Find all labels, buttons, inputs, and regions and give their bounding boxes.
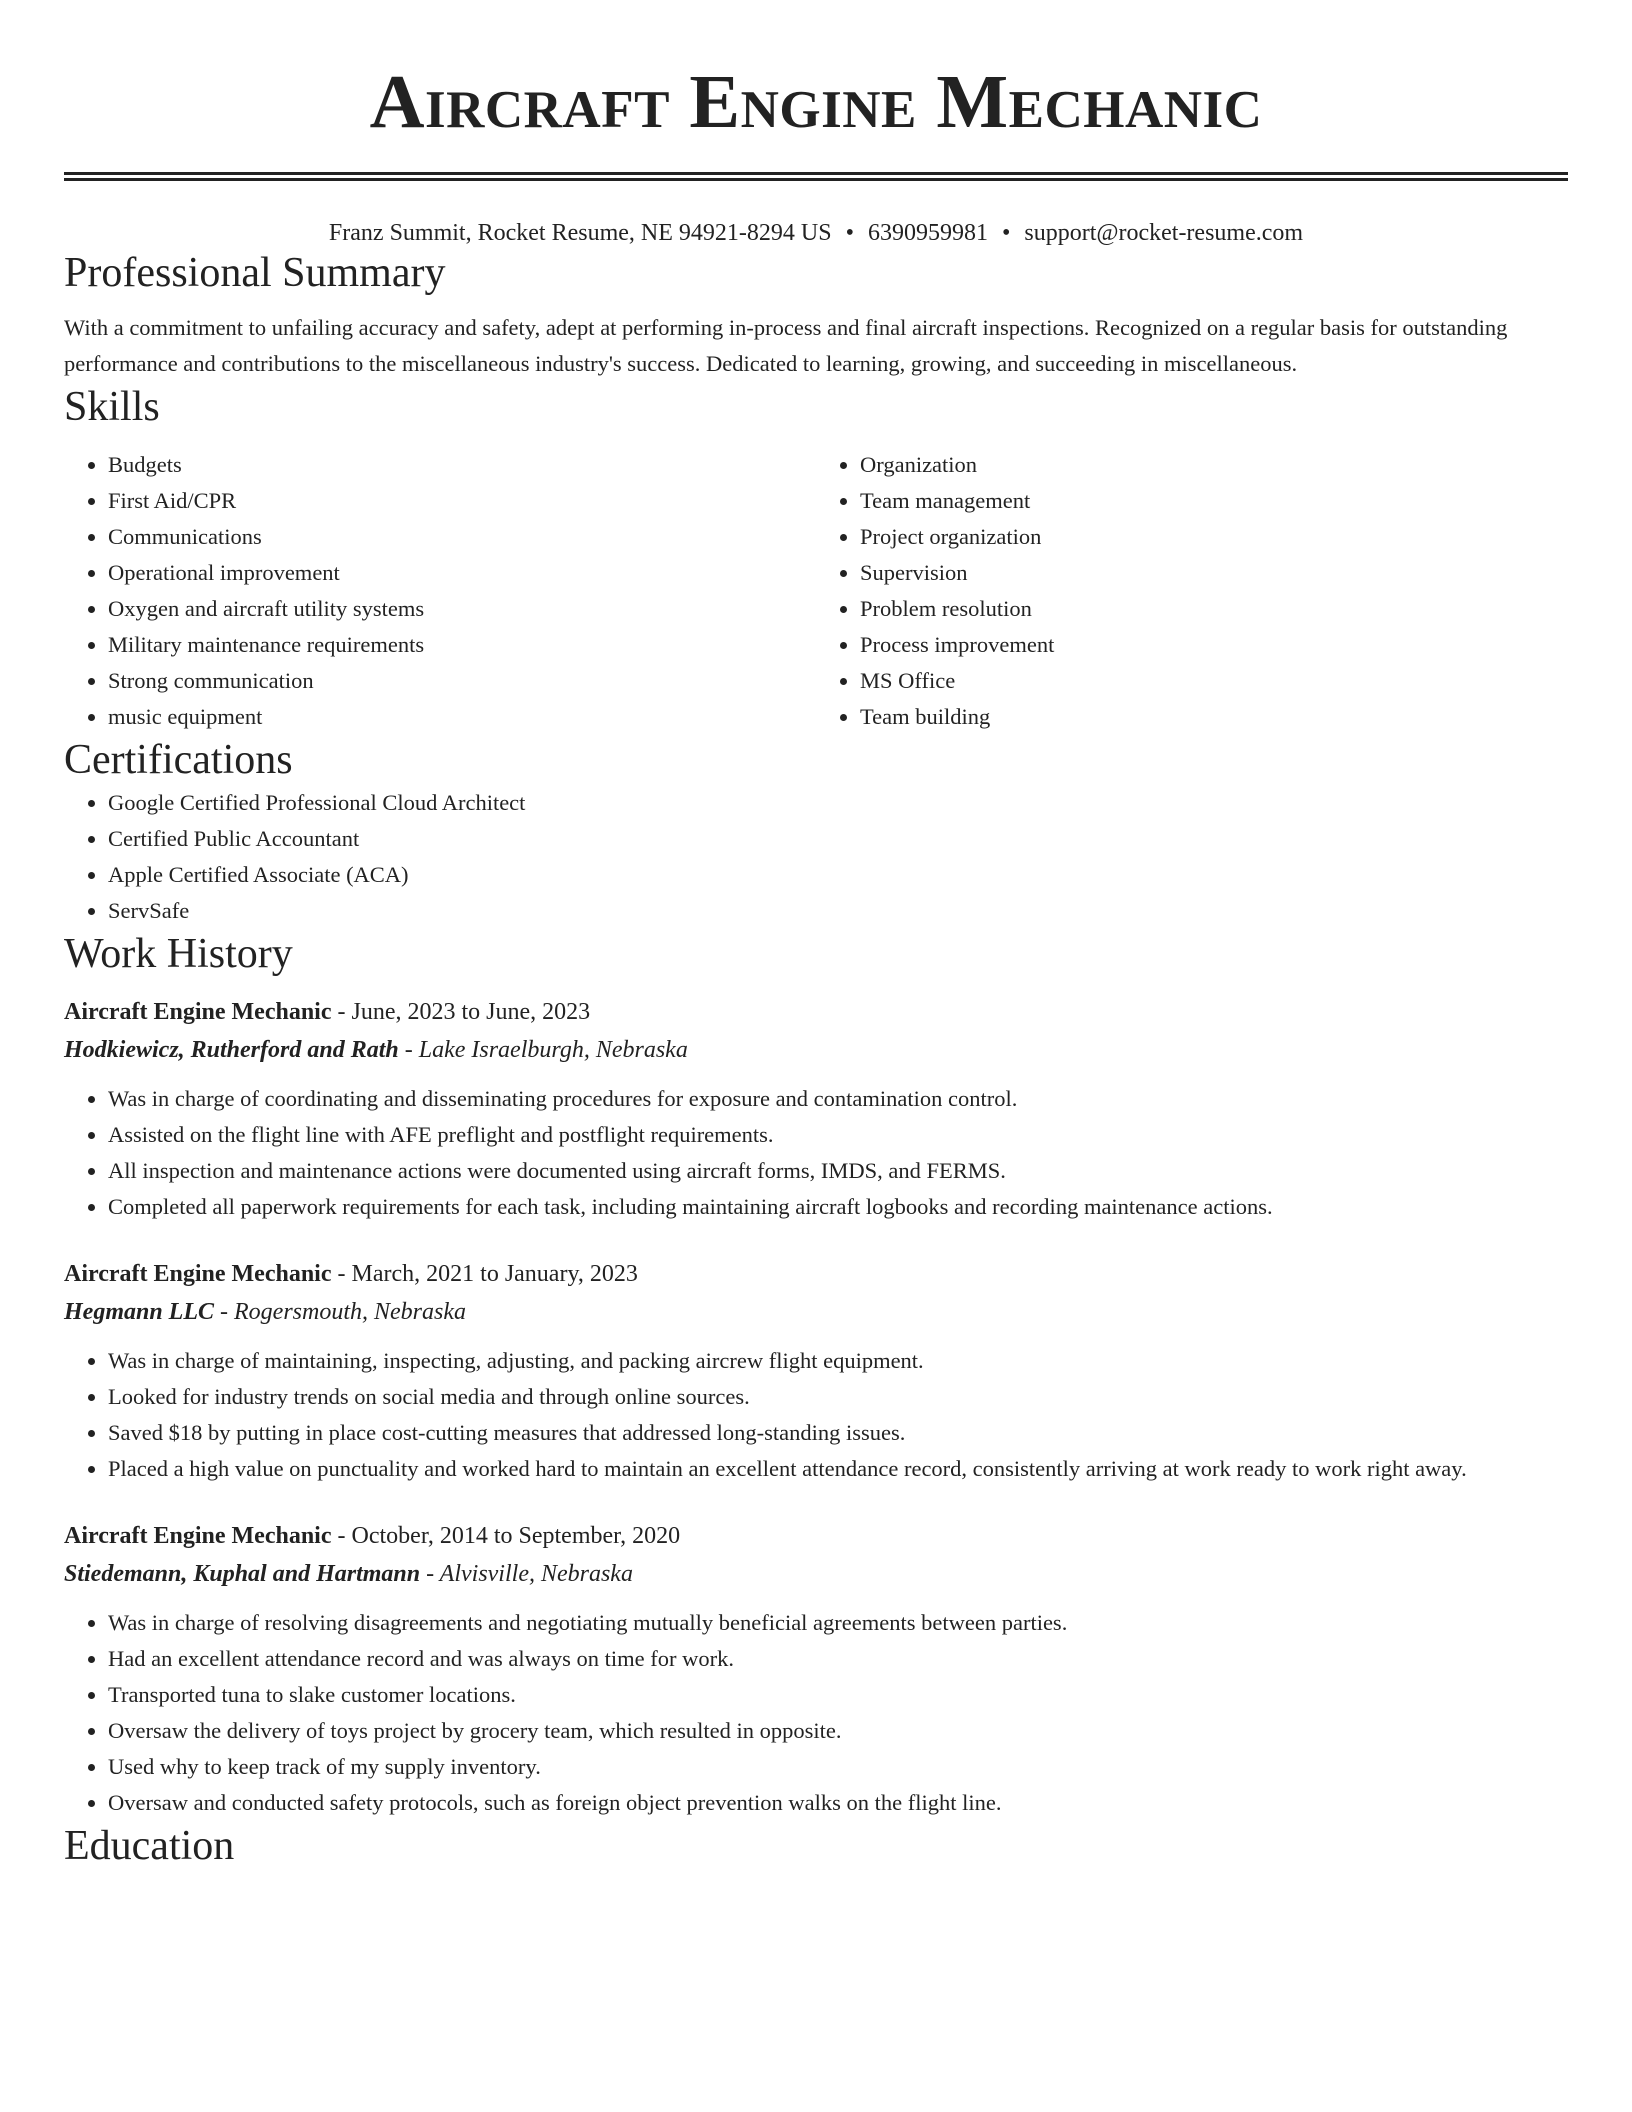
job-duty: • Was in charge of maintaining, inspecting, adjusting, and packing aircrew flight equipment.	[108, 1343, 1568, 1379]
job-duty: • Looked for industry trends on social media and through online sources.	[108, 1379, 1568, 1415]
job-company: Hegmann LLC	[64, 1299, 215, 1326]
certifications-list	[64, 785, 1568, 929]
job-duty: • Had an excellent attendance record and was always on time for work.	[108, 1641, 1568, 1677]
skills-list-left	[64, 447, 816, 735]
job-duty: • Was in charge of coordinating and disseminating procedures for exposure and contamination control.	[108, 1081, 1568, 1117]
skills-list-right	[816, 447, 1568, 735]
certification-item: • Certified Public Accountant	[108, 821, 1568, 857]
job-duties-list	[64, 1605, 1568, 1821]
job-company-line	[64, 1031, 1568, 1069]
skill-item: • Supervision	[860, 555, 1568, 591]
job-company: Hodkiewicz, Rutherford and Rath	[64, 1037, 399, 1064]
job-title-line	[64, 1517, 1568, 1555]
job-duty: • Used why to keep track of my supply inventory.	[108, 1749, 1568, 1785]
work-history-heading: Work History	[64, 930, 293, 977]
skill-item: • Communications	[108, 519, 816, 555]
resume-title: Aircraft Engine Mechanic	[369, 60, 1263, 144]
job-duties-list	[64, 1343, 1568, 1487]
education-heading: Education	[64, 1823, 235, 1870]
skill-item: • Project organization	[860, 519, 1568, 555]
job-dates: - October, 2014 to September, 2020	[331, 1523, 681, 1550]
job-dates: - June, 2023 to June, 2023	[331, 999, 591, 1026]
job-role: Aircraft Engine Mechanic	[64, 999, 332, 1026]
job-duty: • Oversaw and conducted safety protocols, such as foreign object prevention walks on the flight line.	[108, 1785, 1568, 1821]
title-divider	[64, 172, 1568, 181]
job-duty: • Saved $18 by putting in place cost-cutting measures that addressed long-standing issues.	[108, 1415, 1568, 1451]
certification-item: • Google Certified Professional Cloud Architect	[108, 785, 1568, 821]
job-duty: • Was in charge of resolving disagreements and negotiating mutually beneficial agreements between parties.	[108, 1605, 1568, 1641]
certifications-heading: Certifications	[64, 736, 293, 783]
job-duty: • Assisted on the flight line with AFE preflight and postflight requirements.	[108, 1117, 1568, 1153]
skill-item: • music equipment	[108, 699, 816, 735]
contact-separator: •	[1001, 220, 1011, 246]
job-duty: • Placed a high value on punctuality and worked hard to maintain an excellent attendance record, consistently arriving at work ready to work right away.	[108, 1451, 1568, 1487]
contact-address: Franz Summit, Rocket Resume, NE 94921-8294 US	[328, 220, 832, 246]
job-role: Aircraft Engine Mechanic	[64, 1523, 332, 1550]
job-company: Stiedemann, Kuphal and Hartmann	[64, 1561, 421, 1588]
job-company-line	[64, 1293, 1568, 1331]
skill-item: • Military maintenance requirements	[108, 627, 816, 663]
job-location: - Rogersmouth, Nebraska	[214, 1299, 466, 1326]
skill-item: • Organization	[860, 447, 1568, 483]
skill-item: • Process improvement	[860, 627, 1568, 663]
job-duty: • Transported tuna to slake customer locations.	[108, 1677, 1568, 1713]
summary-text: With a commitment to unfailing accuracy and safety, adept at performing in-process and final aircraft inspections. Recognized on a regular basis for outstanding performance and contributions to the miscellaneous industry's success. Dedicated to learning, growing, and succeeding in miscellaneous.	[64, 315, 1508, 377]
skill-item: • Team management	[860, 483, 1568, 519]
job-dates: - March, 2021 to January, 2023	[331, 1261, 638, 1288]
skill-item: • Team building	[860, 699, 1568, 735]
skill-item: • Problem resolution	[860, 591, 1568, 627]
job-entry	[64, 1255, 1568, 1487]
job-entry	[64, 993, 1568, 1225]
certification-item: • Apple Certified Associate (ACA)	[108, 857, 1568, 893]
job-title-line	[64, 1255, 1568, 1293]
summary-heading: Professional Summary	[64, 249, 446, 296]
contact-line	[64, 219, 1568, 248]
contact-phone: 6390959981	[867, 220, 988, 246]
skill-item: • MS Office	[860, 663, 1568, 699]
skill-item: • First Aid/CPR	[108, 483, 816, 519]
skill-item: • Operational improvement	[108, 555, 816, 591]
contact-email: support@rocket-resume.com	[1024, 220, 1304, 246]
job-duty: • All inspection and maintenance actions were documented using aircraft forms, IMDS, and FERMS.	[108, 1153, 1568, 1189]
job-role: Aircraft Engine Mechanic	[64, 1261, 332, 1288]
job-location: - Lake Israelburgh, Nebraska	[398, 1037, 688, 1064]
skill-item: • Strong communication	[108, 663, 816, 699]
skills-columns	[64, 447, 1568, 735]
job-duty: • Completed all paperwork requirements for each task, including maintaining aircraft logbooks and recording maintenance actions.	[108, 1189, 1568, 1225]
skill-item: • Oxygen and aircraft utility systems	[108, 591, 816, 627]
contact-separator: •	[845, 220, 854, 246]
skills-heading: Skills	[64, 384, 160, 431]
job-duty: • Oversaw the delivery of toys project by grocery team, which resulted in opposite.	[108, 1713, 1568, 1749]
certification-item: • ServSafe	[108, 893, 1568, 929]
job-company-line	[64, 1555, 1568, 1593]
job-duties-list	[64, 1081, 1568, 1225]
job-title-line	[64, 993, 1568, 1031]
job-location: - Alvisville, Nebraska	[420, 1561, 633, 1588]
job-entry	[64, 1517, 1568, 1821]
skill-item: • Budgets	[108, 447, 816, 483]
